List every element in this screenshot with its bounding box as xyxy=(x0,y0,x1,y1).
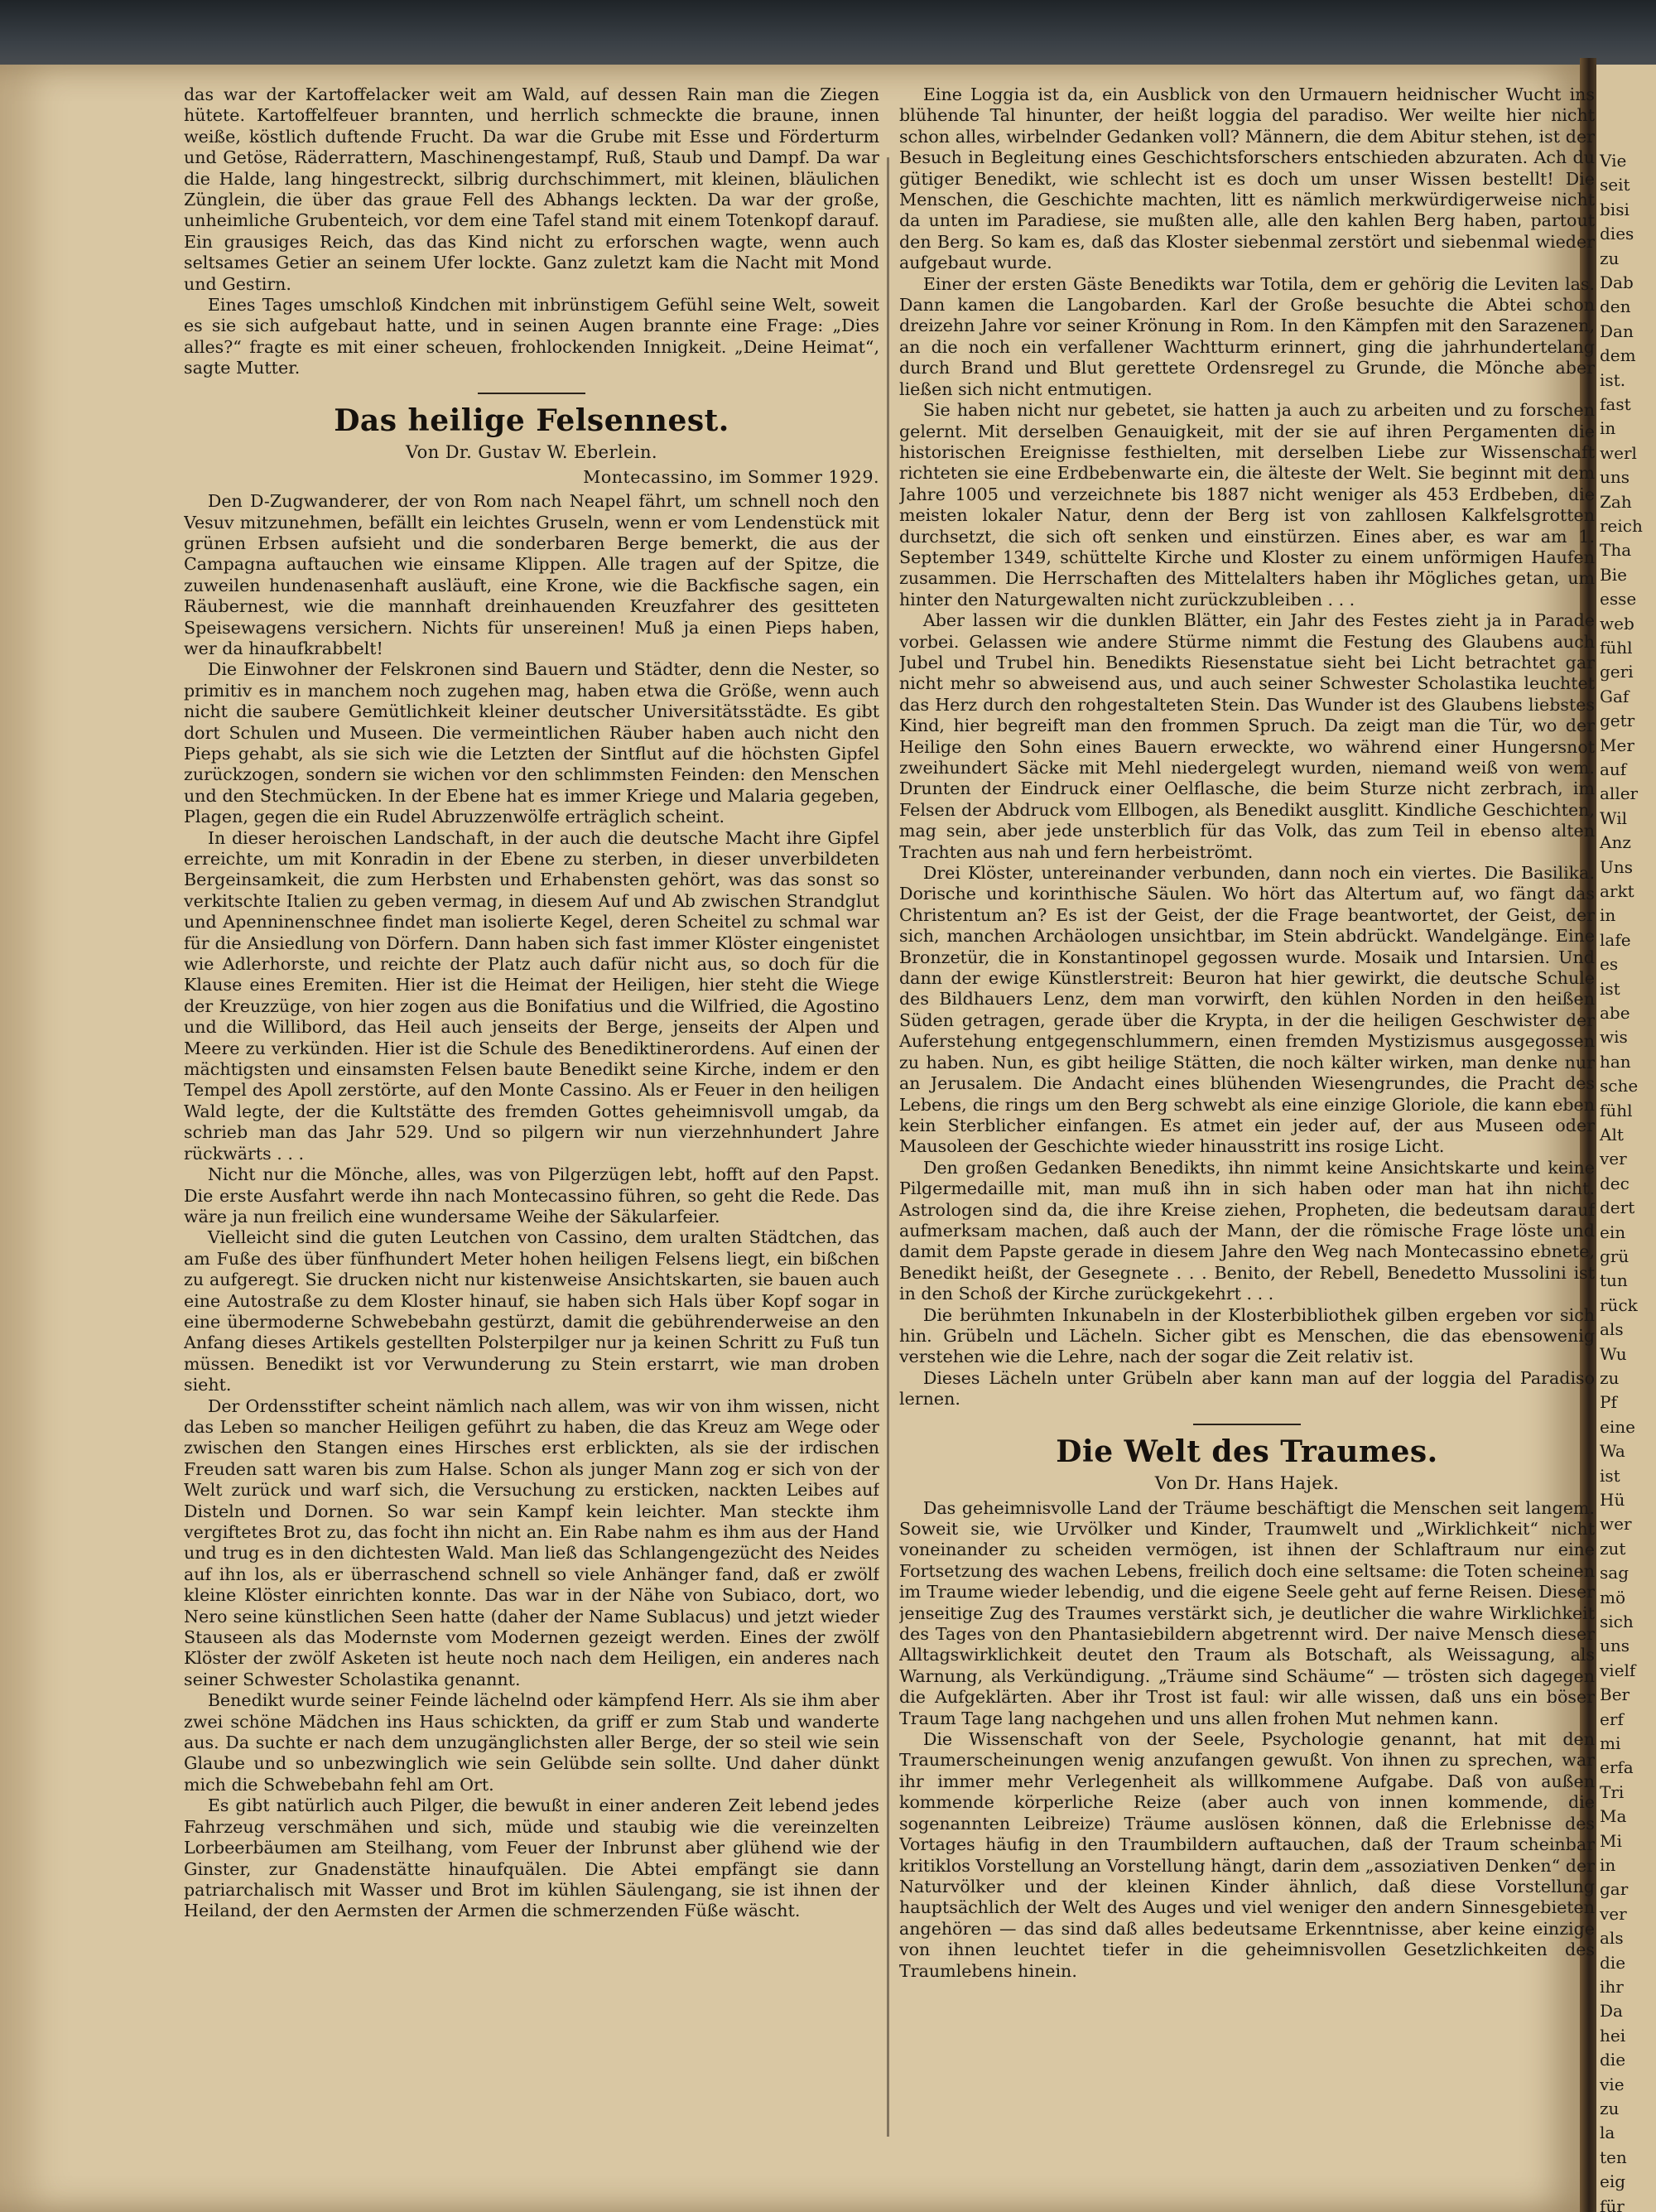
next-page-word-fragment: erf xyxy=(1600,1708,1624,1729)
paragraph: Es gibt natürlich auch Pilger, die bewußt in einer anderen Zeit lebend jedes Fahrzeug verschmähen und sich, müde und staubig wie die vereinzelten Lorbeerbäumen am Steilhang, vom Feuer der Inbrunst aber glühend wie der Ginster, zur Gnadenstätte hinaufquälen. Die Abtei empfängt sie dann patriarchalisch mit Wasser und Brot im kühlen Säulengang, sie ist ihnen der Heiland, der den Aermsten der Armen die schmerzenden Füße wäscht. xyxy=(184,1795,879,1921)
next-page-word-fragment: vielf xyxy=(1600,1660,1636,1680)
next-page-word-fragment: die xyxy=(1600,1952,1626,1973)
next-page-word-fragment: Pf xyxy=(1600,1392,1617,1413)
next-page-word-fragment: han xyxy=(1600,1051,1631,1072)
next-page-word-fragment: ihr xyxy=(1600,1977,1624,1997)
next-page-word-fragment: ver xyxy=(1600,1149,1627,1169)
paragraph: das war der Kartoffelacker weit am Wald, auf dessen Rain man die Ziegen hütete. Kartoffelfeuer brannten, und herrlich schmeckte die braune, innen weiße, köstlich duftende Frucht. Da war die Grube mit Esse und Förderturm und Getöse, Räderrattern, Maschinengestampf, Ruß, Staub und Dampf. Da war die Halde, lang hingestreckt, silbrig durchschimmert, mit kleinen, bläulichen Zünglein, die über das graue Fell des Abhangs leckten. Da war der große, unheimliche Grubenteich, vor dem eine Tafel stand mit einem Totenkopf darauf. Ein grausiges Reich, das das Kind nicht zu erforschen wagte, wenn auch seltsames Getier an seinem Ufer lockte. Ganz zuletzt kam die Nacht mit Mond und Gestirn. xyxy=(184,84,879,294)
next-page-word-fragment: Wa xyxy=(1600,1441,1625,1462)
next-page-word-fragment: Tha xyxy=(1600,540,1632,561)
next-page-word-fragment: Ma xyxy=(1600,1806,1627,1827)
next-page-word-fragment: die xyxy=(1600,2050,1626,2070)
book-binding xyxy=(0,0,1656,71)
paragraph: Den großen Gedanken Benedikts, ihn nimmt keine Ansichtskarte und keine Pilgermedaille mit, man muß ihn in sich haben oder man hat ihn nicht. Astrologen sind da, die ihre Kreise ziehen, Propheten, die bedeutsam darauf aufmerksam machen, daß auch der Mann, der die römische Frage löste und damit dem Papste gerade in diesem Jahre den Weg nach Montecassino ebnete, Benedikt heißt, der Gesegnete . . . Benito, der Rebell, Benedetto Mussolini ist in den Schoß der Kirche zurückgekehrt . . . xyxy=(899,1157,1595,1304)
next-page-word-fragment: la xyxy=(1600,2123,1615,2143)
next-page-word-fragment: erfa xyxy=(1600,1757,1634,1778)
next-page-word-fragment: zu xyxy=(1600,2099,1620,2118)
next-page-word-fragment: uns xyxy=(1600,467,1630,488)
next-page-word-fragment: Hü xyxy=(1600,1490,1625,1510)
next-page-word-fragment: Alt xyxy=(1600,1125,1624,1145)
next-page-word-fragment: sich xyxy=(1600,1612,1634,1631)
next-page-word-fragment: Ber xyxy=(1600,1684,1630,1705)
next-page-word-fragment: Zah xyxy=(1600,491,1632,512)
next-page-word-fragment: in xyxy=(1600,418,1616,439)
next-page-word-fragment: als xyxy=(1600,1928,1624,1949)
paragraph: Drei Klöster, untereinander verbunden, dann noch ein viertes. Die Basilika. Dorische und korinthische Säulen. Wo hört das Altertum auf, wo fängt das Christentum an? Es ist der Geist, der die Frage beantwortet, der Geist, der sich, manchen Archäologen unsichtbar, im Stein abdrückt. Wandelgänge. Eine Bronzetür, die in Konstantinopel gegossen wurde. Mosaik und Intarsien. Und dann der ewige Künstlerstreit: Beuron hat hier gewirkt, die deutsche Schule des Bildhauers Lenz, dem man vorwirft, den kühlen Norden in den heißen Süden getragen, gerade über die Krypta, in der die heiligen Geschwister der Auferstehung entgegenschlummern, einen fremden Mystizismus ausgegossen zu haben. Nun, es gibt heilige Stätten, die noch kälter wirken, man denke nur an Jerusalem. Die Andacht eines blühenden Wiesengrundes, die Pracht des Lebens, die rings um den Berg schwebt als eine einzige Gloriole, die kann eben kein Sterblicher einfangen. Es atmet ein jeder auf, der aus Museen oder Mausoleen der Geschichte wieder hinausstritt ins rosige Licht. xyxy=(899,863,1595,1157)
next-page-word-fragment: ten xyxy=(1600,2147,1627,2167)
section-rule xyxy=(1193,1424,1301,1425)
next-page-word-fragment: reich xyxy=(1600,516,1643,536)
paragraph: Das geheimnisvolle Land der Träume beschäftigt die Menschen seit langem. Soweit sie, wie Urvölker und Kinder, Traumwelt und „Wirklichkeit“ nicht voneinander zu scheiden vermögen, ist ihnen der Schlaftraum nur eine Fortsetzung des wachen Lebens, freilich doch eine seltsame: die Toten scheinen im Traume wieder lebendig, und die eigene Seele geht auf ferne Reisen. Dieser jenseitige Zug des Traumes verstärkt sich, je deutlicher die wahre Wirklichkeit des Tages von den Phantasiebildern abgetrennt wird. Der naive Mensch dieser Alltagswirklichkeit deutet den Traum als Botschaft, als Weissagung, als Warnung, als Verkündigung. „Träume sind Schäume“ — trösten sich dagegen die Aufgeklärten. Aber ihr Trost ist faul: wir alle wissen, daß uns ein böser Traum Tage lang nachgehen und uns allen frohen Mut nehmen kann. xyxy=(899,1497,1595,1728)
next-page-word-fragment: Gaf xyxy=(1600,686,1630,706)
next-page-word-fragment: dec xyxy=(1600,1173,1630,1193)
next-page-word-fragment: sag xyxy=(1600,1563,1629,1583)
next-page-word-fragment: esse xyxy=(1600,589,1637,610)
next-page-word-fragment: werl xyxy=(1600,442,1637,463)
next-page-word-fragment: sche xyxy=(1600,1076,1639,1096)
next-page-word-fragment: ist. xyxy=(1600,369,1626,390)
next-page-word-fragment: eine xyxy=(1600,1416,1635,1437)
next-page-word-fragment: wer xyxy=(1600,1514,1632,1535)
next-page-word-fragment: ist xyxy=(1600,978,1620,999)
next-page-word-fragment: seit xyxy=(1600,175,1630,195)
next-page-word-fragment: Dan xyxy=(1600,320,1634,341)
next-page-word-fragment: fühl xyxy=(1600,638,1633,658)
next-page-word-fragment: fühl xyxy=(1600,1100,1633,1120)
next-page-word-fragment: den xyxy=(1600,296,1631,317)
article-headline: Das heilige Felsennest. xyxy=(334,402,729,438)
next-page-word-fragment: lafe xyxy=(1600,929,1631,950)
paragraph: Die berühmten Inkunabeln in der Klosterbibliothek gilben ergeben vor sich hin. Grübeln und Lächeln. Sicher gibt es Menschen, die das ebensowenig verstehen wie die Lehre, nach der sogar die Zeit relativ ist. xyxy=(899,1304,1595,1367)
paragraph: Vielleicht sind die guten Leutchen von Cassino, dem uralten Städtchen, das am Fuße des über fünfhundert Meter hohen heiligen Felsens liegt, ein bißchen zu aufgeregt. Sie drucken nicht nur kistenweise Ansichtskarten, sie bauen auch eine Autostraße zu dem Kloster hinauf, sie haben sich Hals über Kopf sogar in eine übermoderne Schwebebahn gestürzt, damit die gebührenderweise an den Anfang dieses Artikels gestellten Polsterpilger nur ja keinen Schritt zu Fuß tun müssen. Benedikt ist vor Verwunderung zu Stein erstarrt, wie man droben sieht. xyxy=(184,1227,879,1395)
next-page-word-fragment: zu xyxy=(1600,248,1620,268)
next-page-word-fragment: Mi xyxy=(1600,1830,1622,1851)
next-page-word-fragment: wis xyxy=(1600,1027,1628,1048)
next-page-word-fragment: zut xyxy=(1600,1538,1626,1559)
next-page-word-fragment: in xyxy=(1600,1855,1616,1875)
next-page-word-fragment: getr xyxy=(1600,711,1635,731)
right-column xyxy=(899,84,1595,2105)
next-page-word-fragment: dert xyxy=(1600,1198,1635,1218)
next-page-word-fragment: dies xyxy=(1600,224,1634,244)
next-page-word-fragment: Mer xyxy=(1600,735,1634,755)
next-page-word-fragment: mi xyxy=(1600,1733,1621,1753)
paragraph: Der Ordensstifter scheint nämlich nach allem, was wir von ihm wissen, nicht das Leben so mancher Heiligen geführt zu haben, die das Kreuz am Wege oder zwischen den Stangen eines Hirsches erst erblickten, als sie der irdischen Freuden satt waren bis zum Halse. Schon als junger Mann zog er sich von der Welt zurück und warf sich, die Versuchung zu ersticken, nackten Leibes auf Disteln und Dornen. So war sein Kampf kein leichter. Man steckte ihm vergiftetes Brot zu, das focht ihn nicht an. Ein Rabe nahm es ihm aus der Hand und trug es in den dichtesten Wald. Man ließ das Schlangengezücht des Neides auf ihn los, als er überraschend schnell so viele Anhänger fand, daß er zwölf kleine Klöster einrichten konnte. Das war in der Nähe von Subiaco, dort, wo Nero seine künstlichen Seen hatte (daher der Name Sublacus) und jetzt wieder Stauseen als das Modernste vom Modernen gezeigt werden. Eines der zwölf Klöster der zwölf Asketen ist heute noch nach dem Heiligen, ein anderes nach seiner Schwester Scholastika genannt. xyxy=(184,1395,879,1689)
next-page-word-fragment: Tri xyxy=(1600,1781,1625,1802)
left-column xyxy=(184,84,879,2105)
paragraph: Einer der ersten Gäste Benedikts war Totila, dem er gehörig die Leviten las. Dann kamen die Langobarden. Karl der Große besuchte die Abtei schon dreizehn Jahre vor seiner Krönung in Rom. In den Kämpfen mit den Sarazenen, an die noch ein verfallener Wachtturm erinnert, ging die jahrhundertelang durch Brand und Blut gerettete Ordensregel zu Grunde, die Mönche aber ließen sich nicht entmutigen. xyxy=(899,273,1595,399)
paragraph: Die Wissenschaft von der Seele, Psychologie genannt, hat mit den Traumerscheinungen wenig anzufangen gewußt. Von ihnen zu sprechen, war ihr immer mehr Verlegenheit als willkommene Aufgabe. Daß von außen kommende körperliche Reize (aber auch von innen kommende, die sogenannten Leibreize) Träume auslösen können, daß die Erlebnisse des Vortages häufig in den Traumbildern auftauchen, daß der Traum scheinbar kritiklos Vorstellung an Vorstellung hängt, darin dem „assoziativen Denken“ der Naturvölker und der kleinen Kinder ähnlich, daß diese Vorstellung hauptsächlich der Welt des Auges und viel weniger den andern Sinnesgebieten angehören — das sind daß alles bedeutsame Erkenntnisse, aber keine einzige von ihnen leuchtet tiefer in die geheimnisvollen Gesetzlichkeiten des Traumlebens hinein. xyxy=(899,1729,1595,1981)
article-dateline: Montecassino, im Sommer 1929. xyxy=(583,466,879,487)
next-page-word-fragment: tun xyxy=(1600,1270,1628,1291)
next-page-word-fragment: auf xyxy=(1600,759,1627,779)
next-page-word-fragment: geri xyxy=(1600,662,1634,682)
next-page-word-fragment: Da xyxy=(1600,2001,1623,2022)
paragraph: In dieser heroischen Landschaft, in der auch die deutsche Macht ihre Gipfel erreichte, um mit Konradin in der Ebene zu sterben, in dieser unverbildeten Bergeinsamkeit, die zum Herbsten und Erhabensten gehört, was das sonst so verkitschte Italien zu geben vermag, in diesem Auf und Ab zwischen Strandglut und Apenninenschnee findet man isolierte Kegel, deren Scheitel zu schmal war für die Ansiedlung von Dörfern. Dann haben sich fast immer Klöster eingenistet wie Adlerhorste, und reichte der Platz auch dafür nicht aus, so doch für die Klause eines Eremiten. Hier ist die Heimat der Heiligen, hier steht die Wiege der Kreuzzüge, von hier zogen aus die Bonifatius und die Wilfried, die Agostino und die Willibord, das Heil auch jenseits der Berge, jenseits der Alpen und Meere zu verkünden. Hier ist die Schule des Benediktinerordens. Auf einen der mächtigsten und einsamsten Felsen baute Benedikt seine Kirche, indem er den Tempel des Apoll zerstörte, auf den Monte Cassino. Als er Feuer in den heiligen Wald legte, der die Kultstätte des fremden Gottes geheimnisvoll umgab, da schrieb man das Jahr 529. Und so pilgern wir nun vierzehnhundert Jahre rückwärts . . . xyxy=(184,827,879,1164)
next-page-word-fragment: Anz xyxy=(1600,832,1631,853)
next-page-word-fragment: für xyxy=(1600,2195,1625,2212)
next-page-word-fragment: Vie xyxy=(1600,151,1627,171)
paragraph: Eines Tages umschloß Kindchen mit inbrünstigem Gefühl seine Welt, soweit es sie sich aufgebaut hatte, und in seinen Augen brannte eine Frage: „Dies alles?“ fragte es mit einer scheuen, frohlockenden Innigkeit. „Deine Heimat“, sagte Mutter. xyxy=(184,295,879,378)
paragraph: Den D-Zugwanderer, der von Rom nach Neapel fährt, um schnell noch den Vesuv mitzunehmen, befällt ein leichtes Gruseln, wenn er vom Lendenstück mit grünen Erbsen aufsieht und die sonderbaren Berge bemerkt, die aus der Campagna auftauchen wie einsame Klippen. Alle tragen auf der Spitze, die zuweilen hundenasenhaft ausläuft, eine Krone, wie die Backfische sagen, ein Räubernest, wie die mannhaft dreinhauenden Kreuzfahrer des gesitteten Speisewagens versichern. Nichts für unsereinen! Muß ja einen Pieps haben, wer da hinaufkrabbelt! xyxy=(184,491,879,658)
next-page-word-fragment: ein xyxy=(1600,1222,1626,1242)
next-page-word-fragment: aller xyxy=(1600,783,1639,804)
next-page-word-fragment: rück xyxy=(1600,1294,1638,1315)
article-headline: Die Welt des Traumes. xyxy=(1056,1434,1438,1469)
next-page-word-fragment: ver xyxy=(1600,1903,1627,1924)
paragraph: Dieses Lächeln unter Grübeln aber kann man auf der loggia del Paradiso lernen. xyxy=(899,1367,1595,1410)
next-page-word-fragment: zu xyxy=(1600,1368,1620,1388)
next-page-word-fragment: grü xyxy=(1600,1246,1630,1266)
next-page-word-fragment: Wil xyxy=(1600,807,1627,828)
paragraph: Aber lassen wir die dunklen Blätter, ein Jahr des Festes zieht ja in Parade vorbei. Gelassen wie andere Stürme nimmt die Festung des Glaubens auch Jubel und Trubel hin. Benedikts Riesenstatue sieht bei Licht betrachtet gar nicht mehr so abweisend aus, und auch seiner Schwester Scholastika leuchtet das Herz durch den rohgestalteten Stein. Das Wunder ist des Glaubens liebstes Kind, hier begreift man den frommen Spruch. Da zeigt man die Tür, wo der Heilige den Sohn eines Bauern erweckte, wo während einer Hungersnot zweihundert Säcke mit Mehl niedergelegt wurden, niemand weiß von wem. Drunten der Eindruck einer Oelflasche, die beim Sturze nicht zerbrach, im Felsen der Abdruck vom Ellbogen, als Benedikt ausglitt. Kindliche Geschichten, mag sein, aber jede unsterblich für das Volk, das zum Teil in ebenso alten Trachten aus nah und fern herbeiströmt. xyxy=(899,610,1595,862)
next-page-word-fragment: mö xyxy=(1600,1587,1626,1607)
next-page-word-fragment: es xyxy=(1600,954,1619,975)
paragraph: Benedikt wurde seiner Feinde lächelnd oder kämpfend Herr. Als sie ihm aber zwei schöne Mädchen ins Haus schickten, da griff er zum Stab und wanderte aus. Da suchte er nach dem unzugänglichsten aller Berge, der so steil wie sein Glaube und so unbezwinglich wie sein Gelübde sein sollte. Und daher dünkt mich die Schwebebahn fehl am Ort. xyxy=(184,1690,879,1795)
article-byline: Von Dr. Gustav W. Eberlein. xyxy=(406,441,657,462)
section-rule xyxy=(478,393,585,394)
next-page-word-fragment: abe xyxy=(1600,1003,1630,1023)
paragraph: Eine Loggia ist da, ein Ausblick von den Urmauern heidnischer Wucht ins blühende Tal hinunter, der heißt loggia del paradiso. Wer weilte hier nicht schon alles, wirbelnder Gedanken voll? Männern, die dem Abitur stehen, ist der Besuch in Begleitung eines Geschichtsforschers entschieden abzuraten. Ach du gütiger Benedikt, wie schlecht ist es doch um unser Wissen bestellt! Die Menschen, die Geschichte machten, litt es nämlich merkwürdigerweise nicht da unten im Paradiese, sie mußten alle, alle den kahlen Berg haben, partout den Berg. So kam es, daß das Kloster siebenmal zerstört und siebenmal wieder aufgebaut wurde. xyxy=(899,84,1595,273)
next-page-word-fragment: in xyxy=(1600,905,1616,926)
next-page-word-fragment: dem xyxy=(1600,345,1636,366)
paragraph: Nicht nur die Mönche, alles, was von Pilgerzügen lebt, hofft auf den Papst. Die erste Ausfahrt werde ihn nach Montecassino führen, so geht die Rede. Das wäre ja nun freilich eine wundersame Weihe der Säkularfeier. xyxy=(184,1164,879,1226)
next-page-word-fragment: als xyxy=(1600,1319,1624,1340)
next-page-word-fragment: fast xyxy=(1600,394,1631,414)
next-page-word-fragment: eig xyxy=(1600,2171,1626,2192)
next-page-word-fragment: arkt xyxy=(1600,881,1634,901)
next-page-word-fragment: Wu xyxy=(1600,1343,1627,1364)
next-page-word-fragment: ist xyxy=(1600,1465,1620,1486)
next-page-word-fragment: vie xyxy=(1600,2074,1625,2094)
paragraph: Die Einwohner der Felskronen sind Bauern und Städter, denn die Nester, so primitiv es in manchem noch zugehen mag, haben etwa die Größe, wenn auch nicht die saubere Gemütlichkeit kleiner deutscher Universitätsstädte. Es gibt dort Schulen und Museen. Die vermeintlichen Räuber haben auch nicht den Pieps gehabt, als sie sich wie die Letzten der Sintflut auf die höchsten Gipfel zurückzogen, sondern sie wichen vor den schlimmsten Feinden: den Menschen und den Stechmücken. In der Ebene hat es immer Kriege und Malaria gegeben, Plagen, gegen die ein Rudel Abruzzenwölfe erträglich scheint. xyxy=(184,659,879,827)
column-rule xyxy=(887,157,889,2137)
paragraph: Sie haben nicht nur gebetet, sie hatten ja auch zu arbeiten und zu forschen gelernt. Mit derselben Genauigkeit, mit der sie auf ihren Pergamenten die historischen Ereignisse festhielten, mit derselben Liebe zur Wissenschaft richteten sie eine Erdbebenwarte ein, die älteste der Welt. Sie beginnt mit dem Jahre 1005 und verzeichnete bis 1887 nicht weniger als 453 Erdbeben, die meisten lokaler Natur, denn der Berg ist von zahllosen Kalkfelsgrotten durchsetzt, die sich oft senken und einstürzen. Eines aber, es war am 1. September 1349, schüttelte Kirche und Kloster zu einem unförmigen Haufen zusammen. Die Herrschaften des Mittelalters haben ihr Mögliches getan, um hinter den Naturgewalten nicht zurückzubleiben . . . xyxy=(899,400,1595,610)
next-page-edge xyxy=(1596,65,1656,2212)
article-byline: Von Dr. Hans Hajek. xyxy=(1154,1472,1340,1493)
next-page-word-fragment: bisi xyxy=(1600,199,1630,219)
next-page-word-fragment: hei xyxy=(1600,2025,1626,2046)
next-page-word-fragment: Uns xyxy=(1600,856,1633,877)
next-page-word-fragment: uns xyxy=(1600,1636,1630,1656)
next-page-word-fragment: web xyxy=(1600,613,1634,634)
next-page-word-fragment: gar xyxy=(1600,1879,1629,1900)
next-page-word-fragment: Dab xyxy=(1600,272,1634,292)
next-page-word-fragment: Bie xyxy=(1600,564,1627,585)
